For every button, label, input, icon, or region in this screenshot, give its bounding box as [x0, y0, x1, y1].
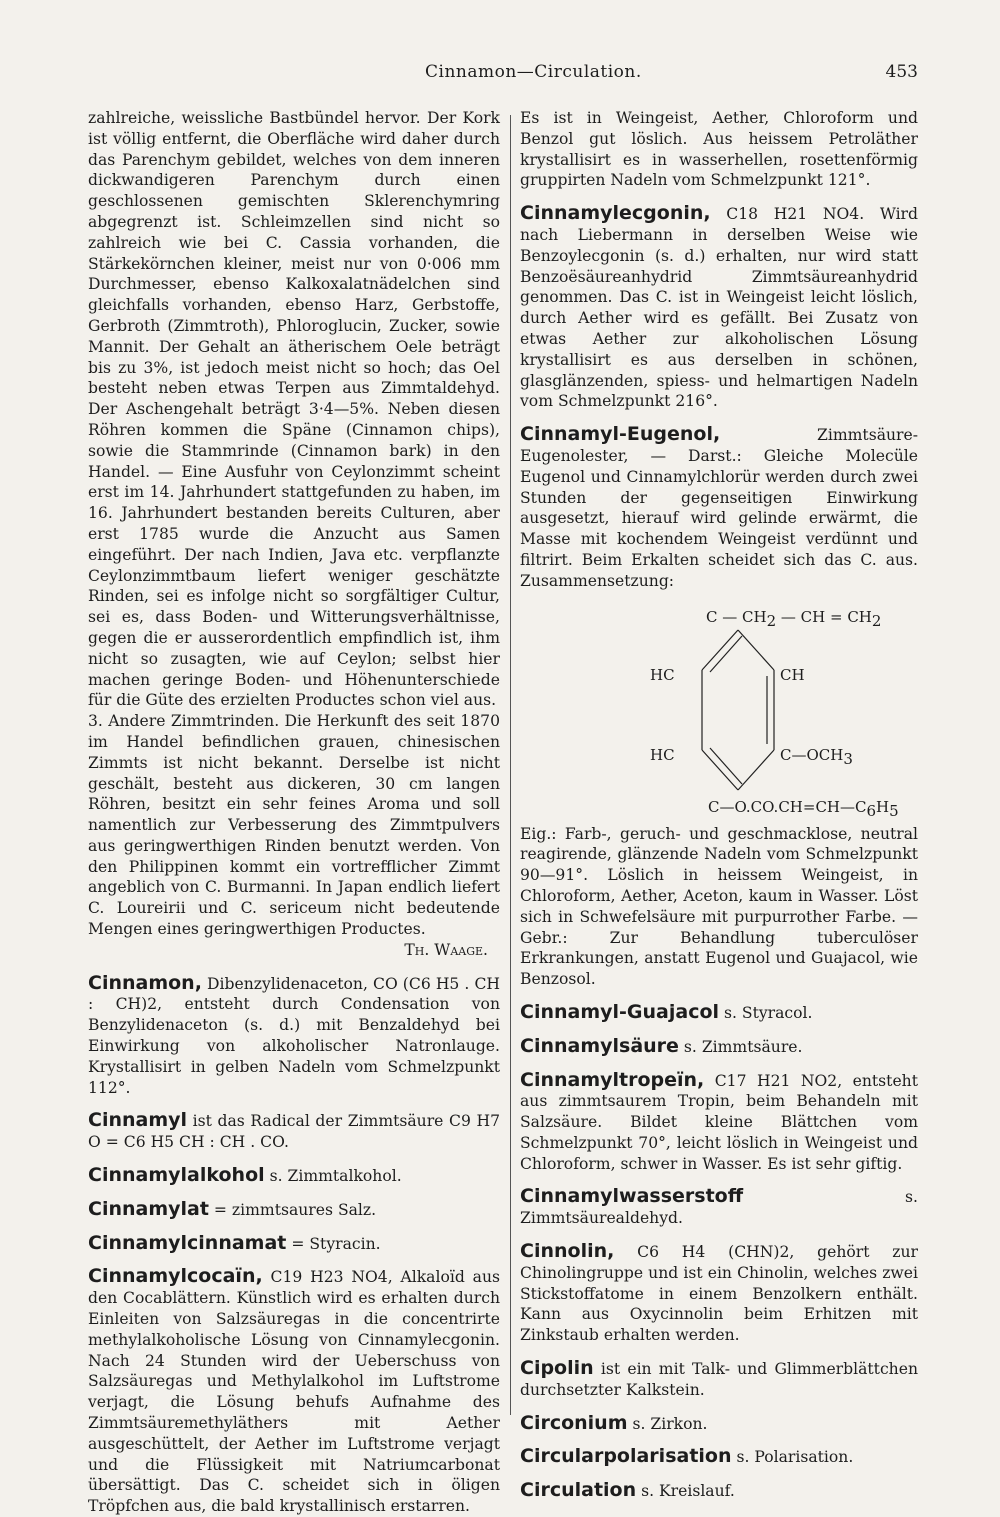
entry-text: Zimmtsäure-Eugenolester, — Darst.: Gleiche Molecüle Eugenol und Cinnamylchlorür werden durch zwei Stunden der gegenseitigen Einwirkung ausgesetzt, hierauf wird gelinde erwärmt, die Masse mit kochendem Weingeist verdünnt und filtrirt. Beim Erkalten scheidet sich das C. aus. Zusammensetzung: — [520, 426, 918, 590]
headword: Cinnamon, — [88, 971, 202, 994]
ring-bond — [702, 750, 738, 790]
formula-left-upper: HC — [650, 665, 675, 684]
headword: Circonium — [520, 1411, 628, 1434]
right-column — [520, 108, 918, 1502]
entry-cinnamylecgonin — [520, 203, 918, 412]
entry-circularpolarisation — [520, 1446, 918, 1468]
headword: Cinnamylcocaïn, — [88, 1265, 263, 1288]
page-number: 453 — [885, 62, 918, 82]
body-paragraph: zahlreiche, weissliche Bastbündel hervor. Der Kork ist völlig entfernt, die Oberfläche wird daher durch das Parenchym gebildet, welches von dem inneren dickwandigeren Parenchym durch einen geschlossenen gemischten Sklerenchymring abgegrenzt ist. Schleimzellen sind nicht so zahlreich wie bei C. Cassia vorhanden, die Stärkekörnchen kleiner, meist nur von 0·006 mm Durchmesser, ebenso Kalkoxalatnädelchen sind gleichfalls vorhanden, ebenso Harz, Gerbstoffe, Gerbroth (Zimmtroth), Phloroglucin, Zucker, sowie Mannit. Der Gehalt an ätherischem Oele beträgt bis zu 3%, ist jedoch meist nicht so hoch; das Oel besteht neben etwas Terpen aus Zimmtaldehyd. Der Aschengehalt beträgt 3·4—5%. Neben diesen Röhren kommen die Späne (Cinnamon chips), sowie die Stammrinde (Cinnamon bark) in den Handel. — Eine Ausfuhr von Ceylonzimmt scheint erst im 14. Jahrhundert stattgefunden zu haben, im 16. Jahrhundert bestanden bereits Culturen, aber erst 1785 wurde die Anzucht aus Samen eingeführt. Der nach Indien, Java etc. verpflanzte Ceylonzimmtbaum liefert weniger geschätzte Rinden, sei es infolge nicht so sorgfältiger Cultur, sei es, dass Boden- und Witterungsverhältnisse, gegen die er ausserordentlich empfindlich ist, ihm nicht so zusagten, wie auf Ceylon; selbst hier machen geringe Boden- und Höhenunterschiede für die Güte des erzielten Productes schon viel aus. — [88, 109, 500, 710]
formula-right-lower: C—OCH3 — [780, 745, 853, 768]
body-paragraph: 3. Andere Zimmtrinden. Die Herkunft des seit 1870 im Handel befindlichen grauen, chinesischen Zimmts ist nicht bekannt. Derselbe ist nicht geschält, besteht aus dickeren, 30 cm langen Röhren, besitzt ein sehr feines Aroma und soll namentlich zur Verbesserung des Zimmtpulvers aus geringwerthigen Rinden benutzt werden. Von den Philippinen kommt ein vortrefflicher Zimmt angeblich von C. Burmanni. In Japan endlich liefert C. Loureirii und C. sericeum nicht bedeutende Mengen eines geringwerthigen Productes. — [88, 712, 500, 939]
headword: Cipolin — [520, 1357, 594, 1380]
headword: Cinnamyl-Guajacol — [520, 1000, 720, 1023]
entry-text: = zimmtsaures Salz. — [208, 1200, 377, 1219]
entry-text: s. Kreislauf. — [636, 1482, 735, 1501]
entry-circulation — [520, 1480, 918, 1502]
entry-text: s. Styracol. — [719, 1003, 813, 1022]
left-column — [88, 108, 500, 1517]
entry-cinnamyltropein — [520, 1070, 918, 1175]
entry-text: ist das Radical der Zimmtsäure C9 H7 O = C6 H5 CH : CH . CO. — [88, 1112, 500, 1152]
headword: Cinnamyltropeïn, — [520, 1068, 705, 1091]
headword: Cinnamylalkohol — [88, 1164, 265, 1187]
entry-cinnamyl-eugenol — [520, 424, 918, 591]
benzene-ring-diagram — [520, 600, 918, 818]
entry-cinnamylalkohol — [88, 1165, 500, 1187]
entry-circonium — [520, 1413, 918, 1435]
structural-formula — [520, 600, 918, 818]
headword: Cinnamylwasserstoff — [520, 1185, 744, 1208]
entry-cipolin — [520, 1358, 918, 1401]
headword: Circularpolarisation — [520, 1445, 732, 1468]
entry-cinnamyl — [88, 1110, 500, 1153]
headword: Cinnamyl — [88, 1109, 188, 1132]
headword: Cinnamyl-Eugenol, — [520, 423, 721, 446]
entry-cinnamyl-guajacol — [520, 1002, 918, 1024]
entry-text: s. Polarisation. — [731, 1448, 854, 1467]
ring-bond — [710, 636, 742, 672]
entry-text: s. Zimmtalkohol. — [264, 1167, 402, 1186]
formula-bottom: C—O.CO.CH=CH—C6H5 — [708, 797, 899, 818]
entry-text: C17 H21 NO2, entsteht aus zimmtsaurem Tropin, beim Behandeln mit Salzsäure. Bildet kleine Blättchen vom Schmelzpunkt 70°, leicht löslich in Weingeist und Chloroform, schwer in Wasser. Es ist sehr giftig. — [520, 1071, 918, 1173]
entry-cinnolin — [520, 1241, 918, 1346]
body-paragraph: Es ist in Weingeist, Aether, Chloroform und Benzol gut löslich. Aus heissem Petroläther krystallisirt es in wasserhellen, rosettenförmig gruppirten Nadeln vom Schmelzpunkt 121°. — [520, 109, 918, 190]
formula-right-upper: CH — [780, 665, 805, 684]
ring-bond — [738, 630, 774, 670]
running-head — [0, 62, 1000, 86]
headword: Cinnolin, — [520, 1240, 615, 1263]
entry-text: s. Zimmtsäure. — [678, 1037, 803, 1056]
formula-top: C — CH2 — CH = CH2 — [706, 607, 882, 630]
ring-bond — [738, 750, 774, 790]
entry-text: Dibenzylidenaceton, CO (C6 H5 . CH : CH)2, entsteht durch Condensation von Benzylidenaceton (s. d.) mit Benzaldehyd bei Einwirkung von alkoholischer Natronlauge. Krystallisirt in gelben Nadeln vom Schmelzpunkt 112°. — [88, 974, 500, 1097]
entry-cinnamylat — [88, 1199, 500, 1221]
entry-text: C6 H4 (CHN)2, gehört zur Chinolingruppe und ist ein Chinolin, welches zwei Stickstoffatome in einem Benzolkern enthält. Kann aus Oxycinnolin beim Erhitzen mit Zinkstaub erhalten werden. — [520, 1243, 918, 1345]
ring-bond — [702, 630, 738, 670]
entry-cinnamylwasserstoff — [520, 1186, 918, 1229]
properties-paragraph: Eig.: Farb-, geruch- und geschmacklose, neutral reagirende, glänzende Nadeln vom Schmelzpunkt 90—91°. Löslich in heissem Weingeist, in Chloroform, Aether, Aceton, kaum in Wasser. Löst sich in Schwefelsäure mit purpurrother Farbe. — Gebr.: Zur Behandlung tuberculöser Erkrankungen, anstatt Eugenol und Guajacol, wie Benzosol. — [520, 824, 918, 989]
entry-text: = Styracin. — [286, 1234, 381, 1253]
headword: Cinnamylsäure — [520, 1034, 679, 1057]
column-divider — [510, 115, 511, 1415]
entry-text: ist ein mit Talk- und Glimmerblättchen durchsetzter Kalkstein. — [520, 1360, 918, 1399]
entry-cinnamylcocain — [88, 1266, 500, 1517]
entry-cinnamon — [88, 973, 500, 1099]
formula-left-lower: HC — [650, 745, 675, 764]
headword: Cinnamylat — [88, 1197, 209, 1220]
author-signature: Th. Waage. — [404, 940, 488, 959]
headword: Cinnamylecgonin, — [520, 202, 711, 225]
entry-text: C19 H23 NO4, Alkaloïd aus den Cocablättern. Künstlich wird es erhalten durch Einleiten von Salzsäuregas in die concentrirte methylalkoholische Lösung von Cinnamylecgonin. Nach 24 Stunden wird der Ueberschuss von Salzsäuregas und Methylalkohol im Luftstrome verjagt, die Lösung behufs Aufnahme des Zimmtsäuremethyläthers mit Aether ausgeschüttelt, der Aether im Luftstrome verjagt und die Flüssigkeit mit Natriumcarbonat übersättigt. Das C. scheidet sich in öligen Tröpfchen aus, die bald krystallinisch erstarren. — [88, 1268, 500, 1516]
entry-text: C18 H21 NO4. Wird nach Liebermann in derselben Weise wie Benzoylecgonin (s. d.) erhalten, nur wird statt Benzoësäureanhydrid Zimmtsäureanhydrid genommen. Das C. ist in Weingeist leicht löslich, durch Aether wird es gefällt. Bei Zusatz von etwas Aether zur alkoholischen Lösung krystallisirt es aus derselben in schönen, glasglänzenden, spiess- und helmartigen Nadeln vom Schmelzpunkt 216°. — [520, 205, 918, 411]
entry-text: s. Zimmtsäurealdehyd. — [520, 1188, 918, 1228]
headword: Cinnamylcinnamat — [88, 1231, 287, 1254]
ring-bond — [710, 748, 742, 784]
entry-text: s. Zirkon. — [627, 1414, 708, 1433]
running-title: Cinnamon—Circulation. — [425, 62, 642, 82]
entry-cinnamylcinnamat — [88, 1233, 500, 1255]
headword: Circulation — [520, 1479, 637, 1502]
entry-cinnamylsaeure — [520, 1036, 918, 1058]
